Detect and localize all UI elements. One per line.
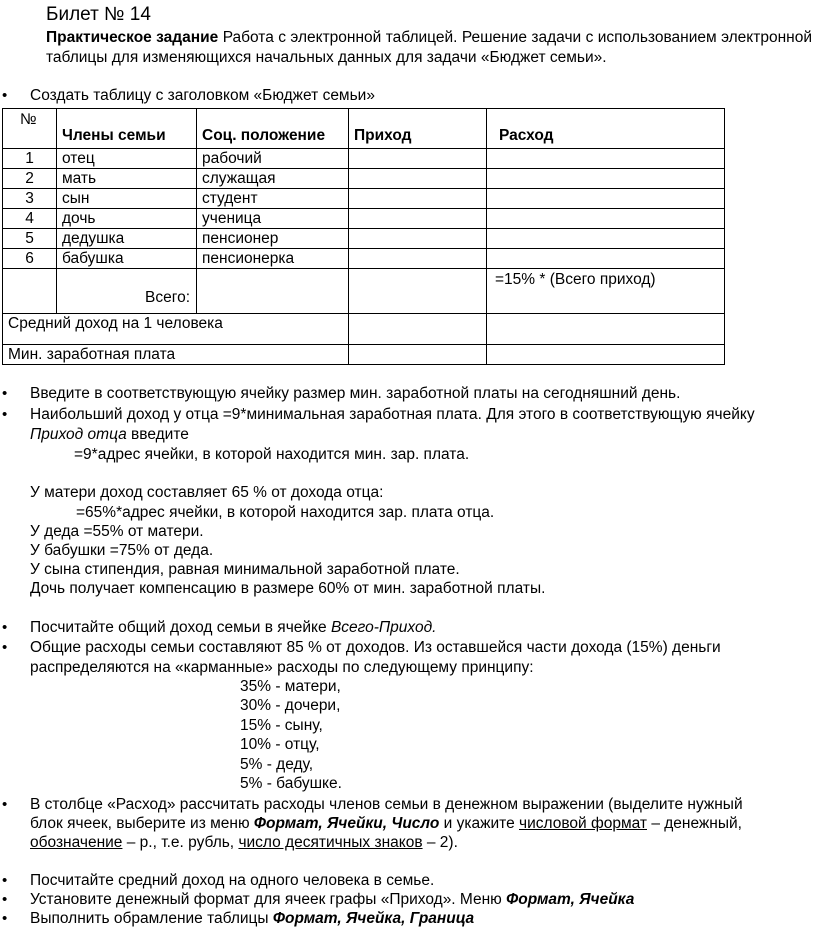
min-wage-row: [3, 345, 725, 365]
row-income: [349, 209, 487, 229]
total-income-text: Посчитайте общий доход семьи в ячейке: [30, 619, 327, 636]
table-row: [3, 229, 725, 249]
row-income: [349, 169, 487, 189]
row-member: сын: [57, 189, 197, 209]
table-row: [3, 209, 725, 229]
row-status: пенсионерка: [197, 249, 349, 269]
menu-format-cell-border: Формат, Ячейка, Граница: [272, 910, 475, 927]
text-part: – денежный,: [651, 815, 742, 832]
header-status: Соц. положение: [197, 109, 349, 149]
mother-formula: =65%*адрес ячейки, в которой находится зар. плата отца.: [76, 504, 495, 521]
menu-format-cell: Формат, Ячейка: [506, 891, 635, 908]
instruction-expense-column-l2: [30, 814, 742, 834]
row-status: студент: [197, 189, 349, 209]
father-formula: =9*адрес ячейки, в которой находится мин. зар. плата.: [74, 446, 470, 463]
row-member: бабушка: [57, 249, 197, 269]
designation-term: обозначение: [30, 834, 123, 851]
row-income: [349, 249, 487, 269]
total-income-cell: Всего-Приход.: [330, 619, 437, 636]
avg-label: Средний доход на 1 человека: [3, 314, 349, 345]
total-row: [3, 269, 725, 314]
row-income: [349, 229, 487, 249]
instruction-expenses: • Общие расходы семьи составляют 85 % от доходов. Из оставшейся части дохода (15%) деньги: [30, 638, 721, 658]
son-text: У сына стипендия, равная минимальной заработной плате.: [30, 561, 460, 578]
create-table-instruction: • Создать таблицу с заголовком «Бюджет семьи»: [30, 86, 375, 106]
avg-row: [3, 314, 725, 345]
share-item: 10% - отцу,: [240, 736, 320, 754]
table-row: [3, 189, 725, 209]
row-member: отец: [57, 149, 197, 169]
row-num: 4: [3, 209, 57, 229]
instruction-currency-format: [30, 890, 634, 910]
text-part: – 2).: [426, 834, 458, 851]
row-expense: [487, 169, 725, 189]
total-label: Всего:: [57, 269, 197, 314]
row-num: 6: [3, 249, 57, 269]
instruction-average: • Посчитайте средний доход на одного человека в семье.: [30, 871, 434, 891]
header-num: №: [3, 109, 57, 149]
instruction-borders: [30, 909, 474, 929]
instruction-expenses-cont: распределяются на «карманные» расходы по следующему принципу:: [30, 659, 534, 676]
table-header-row: [3, 109, 725, 149]
text-part: Выполнить обрамление таблицы: [30, 910, 269, 927]
row-member: мать: [57, 169, 197, 189]
share-item: 5% - деду,: [240, 755, 314, 773]
share-item: 5% - бабушке.: [240, 775, 342, 792]
table-row: [3, 249, 725, 269]
total-expense-formula: =15% * (Всего приход): [487, 269, 725, 314]
table-row: [3, 149, 725, 169]
instruction-min-wage: • Введите в соответствующую ячейку размер мин. заработной платы на сегодняшний день.: [30, 384, 680, 404]
grandma-text: У бабушки =75% от деда.: [30, 542, 214, 559]
row-expense: [487, 209, 725, 229]
share-item: 35% - матери,: [240, 678, 341, 695]
row-member: дочь: [57, 209, 197, 229]
row-num: 2: [3, 169, 57, 189]
row-expense: [487, 229, 725, 249]
task-paragraph: [46, 28, 812, 68]
menu-format-cells-number: Формат, Ячейки, Число: [253, 815, 440, 832]
instruction-expense-column: • В столбце «Расход» рассчитать расходы членов семьи в денежном выражении (выделите нужный: [30, 795, 743, 815]
header-expense: Расход: [487, 109, 725, 149]
row-num: 3: [3, 189, 57, 209]
header-members: Члены семьи: [57, 109, 197, 149]
text-part: Установите денежный формат для ячеек графы «Приход». Меню: [30, 891, 502, 908]
text-part: – р., т.е. рубль,: [126, 834, 235, 851]
daughter-text: Дочь получает компенсацию в размере 60% от мин. заработной платы.: [30, 580, 546, 597]
instruction-father: • Наибольший доход у отца =9*минимальная заработная плата. Для этого в соответствующую ячейку: [30, 405, 755, 425]
text-part: и укажите: [443, 815, 515, 832]
header-income: Приход: [349, 109, 487, 149]
decimal-places-term: число десятичных знаков: [238, 834, 423, 851]
row-num: 1: [3, 149, 57, 169]
row-expense: [487, 189, 725, 209]
row-status: ученица: [197, 209, 349, 229]
instruction-expense-column-l3: [30, 833, 458, 853]
task-text: Работа с электронной таблицей. Решение задачи с использованием электронной таблицы для изменяющихся начальных данных для задачи «Бюджет семьи».: [46, 29, 812, 66]
row-income: [349, 189, 487, 209]
table-row: [3, 169, 725, 189]
father-income-cell: Приход отца: [30, 426, 127, 443]
mother-text: У матери доход составляет 65 % от дохода отца:: [30, 484, 384, 501]
row-status: рабочий: [197, 149, 349, 169]
numeric-format-term: числовой формат: [519, 815, 647, 832]
row-expense: [487, 249, 725, 269]
row-status: служащая: [197, 169, 349, 189]
row-income: [349, 149, 487, 169]
instruction-father-cont: [30, 425, 189, 445]
grandpa-text: У деда =55% от матери.: [30, 523, 204, 540]
budget-table: [2, 108, 725, 365]
row-num: 5: [3, 229, 57, 249]
share-item: 15% - сыну,: [240, 716, 323, 734]
min-wage-label: Мин. заработная плата: [3, 345, 349, 365]
row-member: дедушка: [57, 229, 197, 249]
ticket-title: Билет № 14: [46, 4, 151, 25]
row-status: пенсионер: [197, 229, 349, 249]
share-item: 30% - дочери,: [240, 697, 341, 715]
task-label: Практическое задание: [46, 29, 219, 46]
row-expense: [487, 149, 725, 169]
text-part: блок ячеек, выберите из меню: [30, 815, 250, 832]
enter-word: введите: [131, 426, 189, 443]
instruction-total-income: [30, 618, 436, 638]
